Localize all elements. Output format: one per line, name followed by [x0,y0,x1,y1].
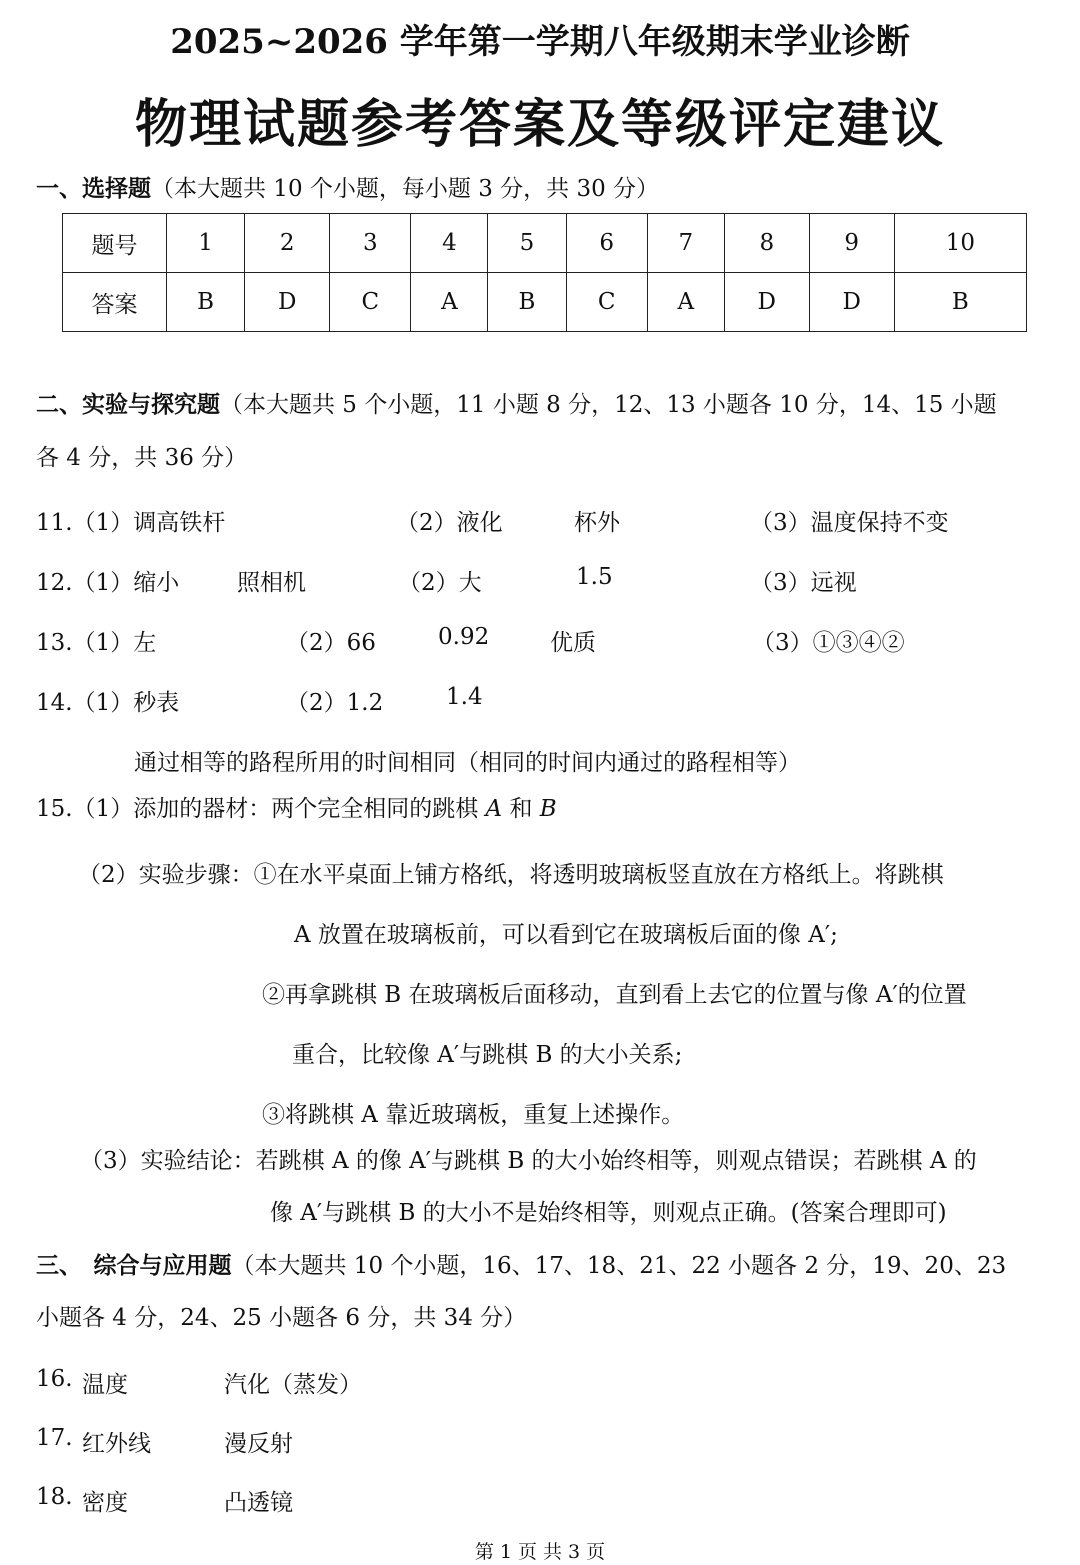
table-cell-number: 4 [411,214,488,273]
q13-part2c: 优质 [550,630,596,656]
table-row-numbers [63,214,1027,273]
table-cell-answer: C [330,273,411,332]
q15-part1-and: 和 [509,796,533,822]
section2-header [36,386,997,419]
q15-part2-line5: ③将跳棋 A 靠近玻璃板，重复上述操作。 [262,1102,685,1128]
table-cell-number: 8 [724,214,809,273]
table-cell-number: 1 [167,214,245,273]
table-cell-number: 3 [330,214,411,273]
q15-part2-line4: 重合，比较像 A′与跳棋 B 的大小关系; [292,1042,683,1068]
q13-part3: （3）①③④② [752,630,905,656]
q15-part2-line1: （2）实验步骤：①在水平桌面上铺方格纸，将透明玻璃板竖直放在方格纸上。将跳棋 [78,862,944,888]
q13-part2: （2）66 [286,630,376,656]
section1-heading: 一、选择题 [36,175,151,202]
q12-part2b: 1.5 [576,564,613,590]
q13-part1: 13.（1）左 [36,630,157,656]
q15-part1-b: B [539,796,557,822]
q16-answer1: 温度 [82,1372,128,1398]
section3-heading: 三、 综合与应用题 [36,1252,232,1279]
title-line-2: 物理试题参考答案及等级评定建议 [134,94,945,155]
q11-part2: （2）液化 [396,510,503,536]
table-cell-answer: B [167,273,245,332]
q12-part3: （3）远视 [750,570,857,596]
q15-part3-line1: （3）实验结论：若跳棋 A 的像 A′与跳棋 B 的大小始终相等，则观点错误；若跳棋 A 的 [80,1148,977,1174]
q11-part3: （3）温度保持不变 [750,510,949,536]
section1-header [36,170,659,203]
q15-part1-a: A [485,796,503,822]
page-footer: 第 1 页 共 3 页 [474,1541,606,1563]
table-cell-answer: B [894,273,1026,332]
section3-note-2: 小题各 4 分，24、25 小题各 6 分，共 34 分） [36,1305,527,1331]
q15-part3-line2: 像 A′与跳棋 B 的大小不是始终相等，则观点正确。(答案合理即可) [270,1200,947,1226]
table-cell-number: 10 [894,214,1026,273]
section2-note-2: 各 4 分，共 36 分） [36,445,248,471]
q18-number: 18. [36,1484,73,1510]
q14-line2: 通过相等的路程所用的时间相同（相同的时间内通过的路程相等） [134,750,801,776]
row-header-answer: 答案 [63,273,167,332]
q11-part2b: 杯外 [574,510,620,536]
row-header-number: 题号 [63,214,167,273]
table-cell-answer: A [647,273,724,332]
q14-part2: （2）1.2 [286,690,384,716]
q18-answer1: 密度 [82,1490,128,1516]
q17-answer1: 红外线 [82,1431,151,1457]
table-cell-answer: C [566,273,647,332]
q15-part1 [36,790,557,823]
section3-header [36,1247,1006,1280]
q16-answer2: 汽化（蒸发） [224,1372,362,1398]
answer-table [62,213,1027,332]
table-cell-number: 2 [245,214,330,273]
section1-note: （本大题共 10 个小题，每小题 3 分，共 30 分） [151,176,660,202]
q12-part2: （2）大 [398,570,482,596]
table-cell-number: 7 [647,214,724,273]
q12-part1: 12.（1）缩小 [36,570,180,596]
q15-part1-label: 15.（1）添加的器材：两个完全相同的跳棋 [36,796,479,822]
section2-note-1: （本大题共 5 个小题，11 小题 8 分，12、13 小题各 10 分，14、15 小题 [220,392,997,418]
table-cell-number: 9 [809,214,894,273]
q15-part2-line3: ②再拿跳棋 B 在玻璃板后面移动，直到看上去它的位置与像 A′的位置 [262,982,967,1008]
q15-part2-line2: A 放置在玻璃板前，可以看到它在玻璃板后面的像 A′; [294,922,838,948]
table-cell-number: 5 [488,214,566,273]
q12-part1b: 照相机 [237,570,306,596]
title-line-1: 2025~2026 学年第一学期八年级期末学业诊断 [170,22,910,62]
section3-note-1: （本大题共 10 个小题，16、17、18、21、22 小题各 2 分，19、20、23 [231,1253,1007,1279]
q14-part1: 14.（1）秒表 [36,690,180,716]
table-row-answers [63,273,1027,332]
table-cell-answer: A [411,273,488,332]
section2-heading: 二、实验与探究题 [36,391,220,418]
table-cell-number: 6 [566,214,647,273]
table-cell-answer: D [809,273,894,332]
table-cell-answer: D [724,273,809,332]
q18-answer2: 凸透镜 [224,1490,293,1516]
q14-part2b: 1.4 [446,684,483,710]
table-cell-answer: B [488,273,566,332]
q17-number: 17. [36,1425,73,1451]
q16-number: 16. [36,1366,73,1392]
q17-answer2: 漫反射 [224,1431,293,1457]
table-cell-answer: D [245,273,330,332]
q13-part2b: 0.92 [438,624,490,650]
q11-part1: 11.（1）调高铁杆 [36,510,226,536]
